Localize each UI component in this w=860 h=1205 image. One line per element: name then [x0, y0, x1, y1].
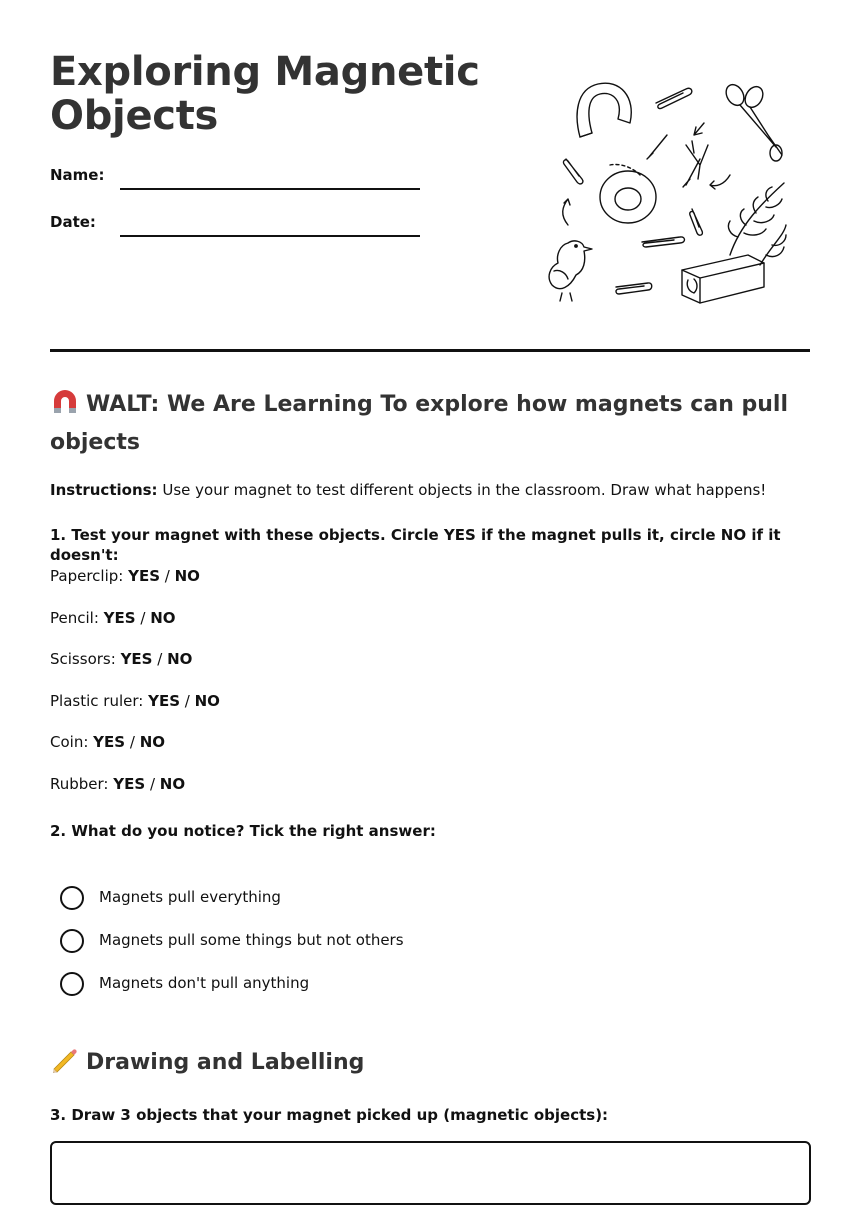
object-row	[50, 649, 550, 691]
object-name: Rubber:	[50, 774, 109, 793]
answer-label: Magnets don't pull anything	[99, 974, 310, 992]
yes-option[interactable]: YES	[128, 567, 161, 585]
instructions	[50, 480, 810, 500]
answer-option[interactable]	[60, 971, 760, 1014]
object-row	[50, 608, 550, 650]
walt-heading	[50, 386, 810, 462]
no-option[interactable]: NO	[174, 567, 200, 585]
drawing-box[interactable]	[50, 1141, 811, 1205]
answer-label: Magnets pull some things but not others	[99, 931, 404, 949]
answer-radio[interactable]	[60, 972, 84, 996]
magnet-icon	[50, 387, 80, 417]
answer-label: Magnets pull everything	[99, 888, 281, 906]
answer-radio[interactable]	[60, 929, 84, 953]
magnetic-objects-illustration	[540, 75, 800, 310]
horseshoe-magnet-icon	[577, 83, 631, 137]
date-line[interactable]	[120, 235, 420, 237]
pencil-icon	[50, 1045, 80, 1075]
yes-option[interactable]: YES	[93, 733, 126, 752]
answer-options	[60, 885, 760, 1014]
question-3: 3. Draw 3 objects that your magnet picked up (magnetic objects):	[50, 1106, 609, 1124]
yes-no-separator: /	[152, 650, 168, 669]
instructions-label: Instructions:	[50, 481, 158, 499]
object-name: Coin:	[50, 733, 89, 752]
object-row	[50, 691, 550, 733]
object-name: Paperclip:	[50, 567, 124, 585]
ring-magnet-icon	[600, 164, 656, 223]
yes-option[interactable]: YES	[113, 774, 146, 793]
paperclip-icon	[656, 88, 692, 108]
arrow-icon	[694, 123, 704, 135]
no-option[interactable]: NO	[167, 650, 193, 669]
arrow-icon	[563, 199, 570, 225]
no-option[interactable]: NO	[194, 691, 220, 710]
paperclip-icon	[616, 283, 652, 294]
no-option[interactable]: NO	[150, 608, 176, 627]
paperclip-icon	[690, 209, 703, 235]
yes-no-separator: /	[135, 608, 151, 627]
arrow-icon	[710, 175, 730, 189]
object-row	[50, 732, 550, 774]
nail-icon	[683, 159, 700, 187]
drawing-heading-text: Drawing and Labelling	[86, 1050, 365, 1075]
page-title: Exploring Magnetic Objects	[50, 49, 480, 139]
header-divider	[50, 349, 810, 352]
object-name: Plastic ruler:	[50, 691, 144, 710]
yes-option[interactable]: YES	[120, 650, 153, 669]
no-option[interactable]: NO	[139, 733, 165, 752]
yes-no-separator: /	[145, 774, 160, 793]
no-option[interactable]: NO	[159, 774, 186, 793]
scissors-icon	[686, 141, 708, 179]
question-1: 1. Test your magnet with these objects. Circle YES if the magnet pulls it, circle NO if it doesn't:	[50, 526, 781, 564]
object-name: Scissors:	[50, 650, 116, 669]
scissors-icon	[723, 81, 782, 161]
yes-no-separator: /	[160, 567, 175, 585]
question-2: 2. What do you notice? Tick the right answer:	[50, 822, 436, 840]
object-name: Pencil:	[50, 608, 99, 627]
yes-option[interactable]: YES	[148, 691, 181, 710]
paperclip-icon	[642, 237, 685, 247]
answer-option[interactable]	[60, 885, 760, 928]
name-label: Name:	[50, 166, 105, 184]
nail-icon	[647, 135, 667, 159]
yes-no-separator: /	[180, 691, 195, 710]
walt-text: WALT: We Are Learning To explore how magnets can pull objects	[50, 392, 789, 455]
name-line[interactable]	[120, 188, 420, 190]
yes-no-separator: /	[125, 733, 140, 752]
instructions-text: Use your magnet to test different objects in the classroom. Draw what happens!	[162, 481, 767, 499]
date-label: Date:	[50, 213, 96, 231]
bar-magnet-icon	[682, 255, 764, 303]
answer-radio[interactable]	[60, 886, 84, 910]
yes-option[interactable]: YES	[103, 608, 136, 627]
drawing-heading	[50, 1044, 364, 1082]
object-row	[50, 774, 550, 816]
answer-option[interactable]	[60, 928, 760, 971]
object-test-list	[50, 566, 550, 816]
name-field[interactable]	[50, 160, 420, 190]
fern-icon	[728, 183, 786, 265]
date-field[interactable]	[50, 207, 420, 237]
paperclip-icon	[563, 159, 582, 184]
object-row	[50, 566, 550, 608]
bird-icon	[549, 241, 592, 301]
